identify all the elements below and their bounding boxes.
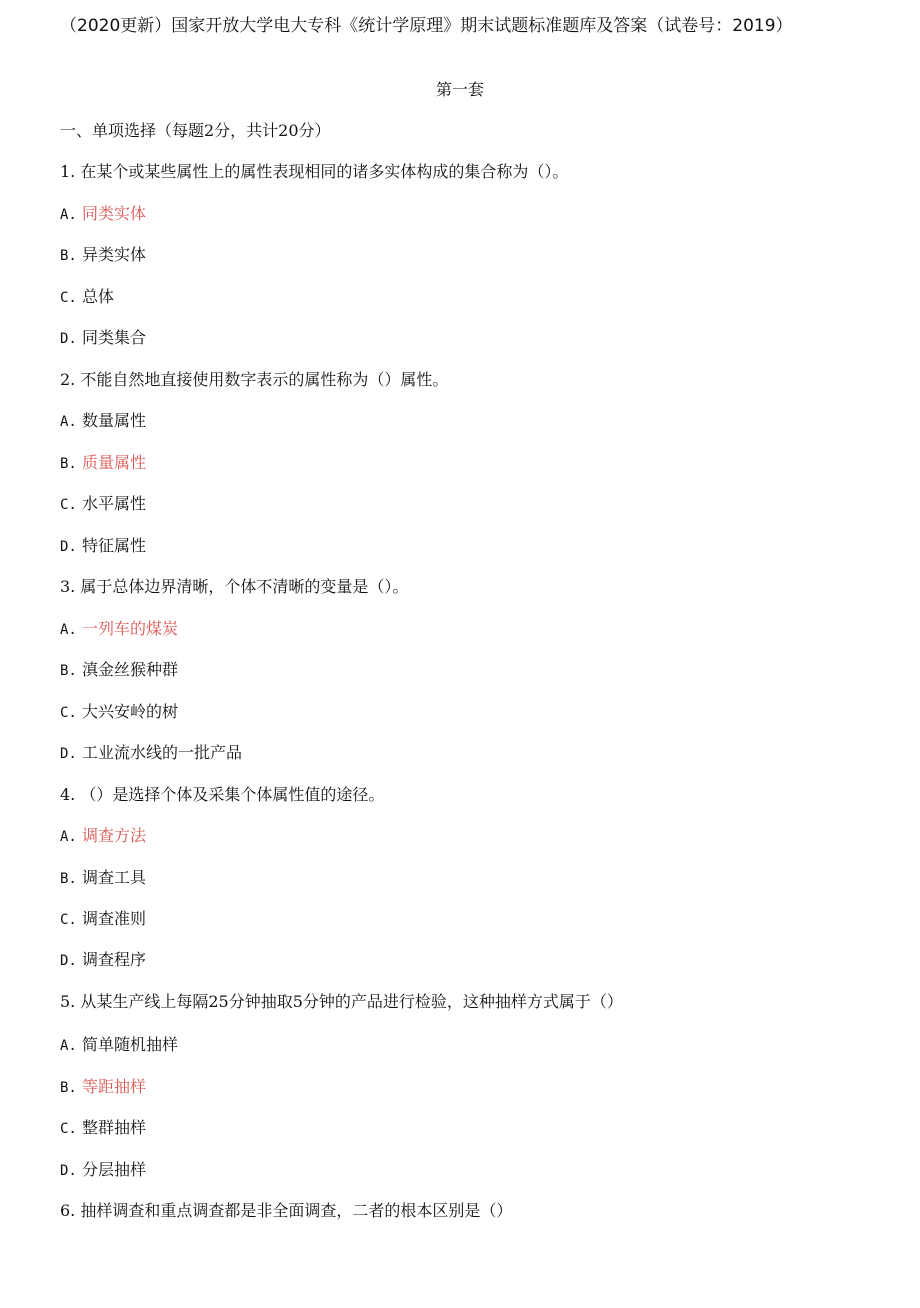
option-text: 特征属性 — [82, 536, 147, 555]
question-stem: 2. 不能自然地直接使用数字表示的属性称为（）属性。 — [60, 370, 449, 389]
option-text: 异类实体 — [82, 245, 147, 264]
option-text: 工业流水线的一批产品 — [82, 743, 243, 762]
answer-option — [60, 536, 146, 557]
answer-option — [60, 1035, 178, 1056]
option-text: 整群抽样 — [82, 1118, 147, 1137]
question-stem: 6. 抽样调查和重点调查都是非全面调查，二者的根本区别是（） — [60, 1201, 513, 1220]
answer-option — [60, 494, 146, 515]
option-letter: D. — [60, 746, 77, 762]
option-letter: C. — [60, 912, 77, 928]
answer-option — [60, 411, 146, 432]
answer-option — [60, 702, 178, 723]
answer-option — [60, 287, 114, 308]
option-letter: D. — [60, 1163, 77, 1179]
option-letter: A. — [60, 207, 77, 223]
answer-option — [60, 328, 146, 349]
option-letter: C. — [60, 1121, 77, 1137]
option-text: 水平属性 — [82, 494, 147, 513]
option-text: 一列车的煤炭 — [82, 619, 179, 638]
answer-option — [60, 1118, 146, 1139]
question-stem: 3. 属于总体边界清晰，个体不清晰的变量是（）。 — [60, 577, 409, 596]
section-heading: 一、单项选择（每题2分，共计20分） — [60, 121, 331, 140]
option-letter: C. — [60, 290, 77, 306]
option-letter: B. — [60, 871, 77, 887]
set-heading: 第一套 — [435, 80, 484, 99]
answer-option — [60, 1077, 146, 1098]
document-title: （2020更新）国家开放大学电大专科《统计学原理》期末试题标准题库及答案（试卷号：2019） — [60, 16, 793, 36]
answer-option — [60, 204, 146, 225]
answer-option — [60, 826, 146, 847]
option-text: 总体 — [82, 287, 115, 306]
answer-option — [60, 453, 146, 474]
option-letter: A. — [60, 1038, 77, 1054]
option-text: 调查工具 — [82, 868, 147, 887]
option-letter: B. — [60, 1080, 77, 1096]
option-letter: B. — [60, 248, 77, 264]
answer-option — [60, 1160, 146, 1181]
option-text: 同类实体 — [82, 204, 147, 223]
question-stem: 1. 在某个或某些属性上的属性表现相同的诸多实体构成的集合称为（）。 — [60, 162, 569, 181]
option-letter: A. — [60, 829, 77, 845]
answer-option — [60, 245, 146, 266]
option-letter: D. — [60, 539, 77, 555]
question-stem: 4. （）是选择个体及采集个体属性值的途径。 — [60, 785, 385, 804]
option-letter: B. — [60, 663, 77, 679]
option-letter: D. — [60, 953, 77, 969]
option-text: 分层抽样 — [82, 1160, 147, 1179]
option-text: 滇金丝猴种群 — [82, 660, 179, 679]
answer-option — [60, 950, 146, 971]
option-text: 简单随机抽样 — [82, 1035, 179, 1054]
option-letter: A. — [60, 622, 77, 638]
answer-option — [60, 660, 178, 681]
option-text: 质量属性 — [82, 453, 147, 472]
answer-option — [60, 743, 242, 764]
option-text: 大兴安岭的树 — [82, 702, 179, 721]
option-letter: C. — [60, 705, 77, 721]
option-letter: D. — [60, 331, 77, 347]
answer-option — [60, 619, 178, 640]
option-text: 调查方法 — [82, 826, 147, 845]
option-letter: A. — [60, 414, 77, 430]
option-text: 等距抽样 — [82, 1077, 147, 1096]
option-letter: C. — [60, 497, 77, 513]
option-letter: B. — [60, 456, 77, 472]
answer-option — [60, 909, 146, 930]
option-text: 数量属性 — [82, 411, 147, 430]
option-text: 调查准则 — [82, 909, 147, 928]
option-text: 同类集合 — [82, 328, 147, 347]
question-stem: 5. 从某生产线上每隔25分钟抽取5分钟的产品进行检验，这种抽样方式属于（） — [60, 992, 623, 1011]
answer-option — [60, 868, 146, 889]
option-text: 调查程序 — [82, 950, 147, 969]
